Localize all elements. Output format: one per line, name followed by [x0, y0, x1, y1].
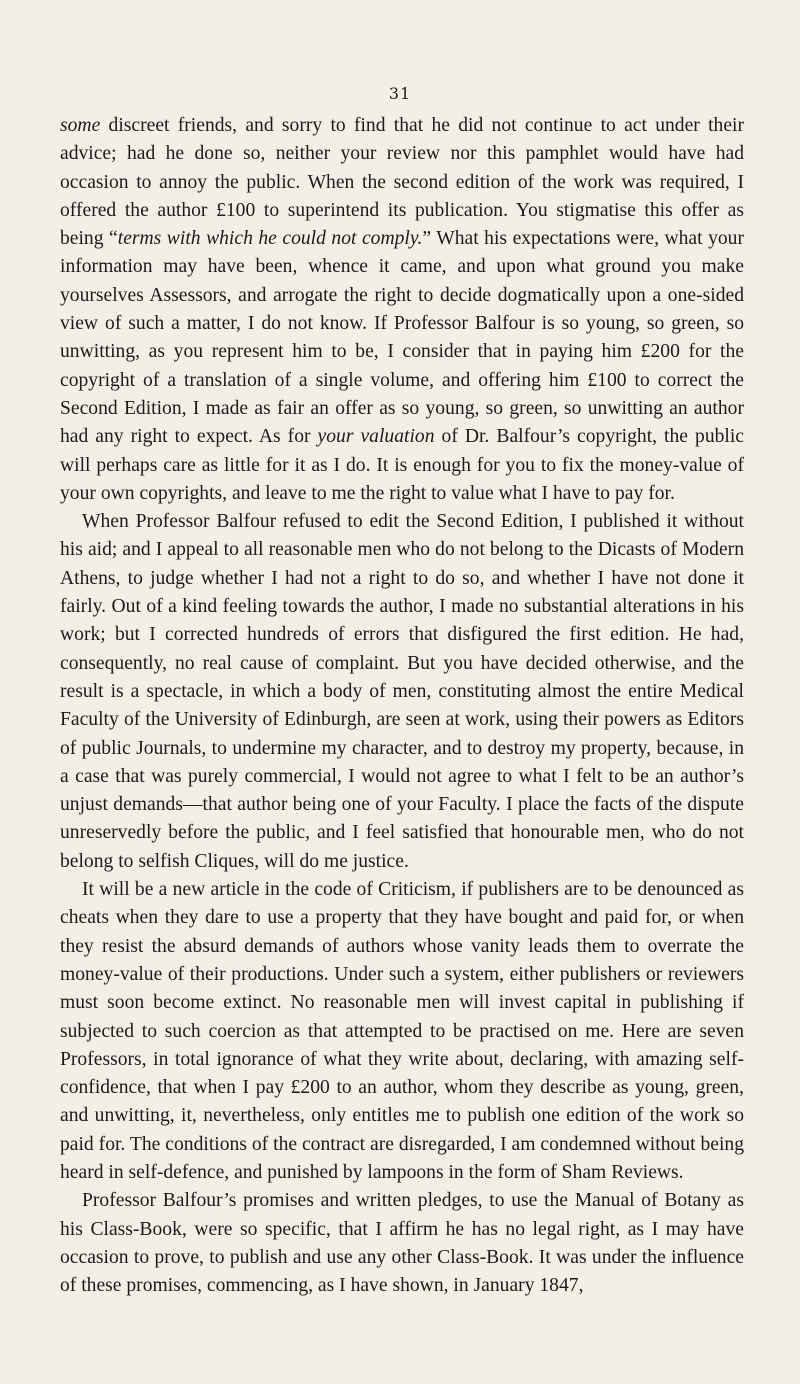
paragraph-1 [60, 112, 744, 508]
paragraph-4 [60, 1187, 744, 1300]
page-number: 31 [388, 84, 412, 103]
body-text [60, 112, 744, 1300]
paragraph-1-segment-2: discreet friends, and sorry to find that he did not continue to act under their advice; had he done so, neither your review nor this pamphlet would have had occasion to annoy the public. When the second edition of the work was required, I offered the author £100 to superintend its publication. You stigmatise this offer as being “ [60, 115, 744, 250]
paragraph-1-segment-1: some [60, 115, 101, 136]
paragraph-1-segment-5: your valuation [317, 426, 435, 448]
paragraph-1-segment-6: of Dr. Balfour’s copyright, the public will perhaps care as little for it as I do. It is enough for you to fix the money-value of your own copyrights, and leave to me the right to value what I have to pay for. [60, 426, 744, 504]
paragraph-3 [60, 876, 744, 1187]
paragraph-1-segment-4: ” What his expectations were, what your information may have been, whence it came, and upon what ground you make yourselves Assessors, and arrogate the right to decide dogmatically upon a one-sided view of such a matter, I do not know. If Professor Balfour is so young, so green, so unwitting, as you represent him to be, I consider that in paying him £200 for the copyright of a translation of a single volume, and offering him £100 to correct the Second Edition, I made as fair an offer as so young, so green, so unwitting an author had any right to expect. As for [60, 228, 744, 448]
paragraph-1-segment-3: terms with which he could not comply. [117, 228, 423, 250]
paragraph-3-segment-1: It will be a new article in the code of Criticism, if publishers are to be denounced as cheats when they dare to use a property that they have bought and paid for, or when they resist the absurd demands of authors whose vanity leads them to overrate the money-value of their productions. Under such a system, either publishers or reviewers must soon become extinct. No reasonable men will invest capital in publishing if subjected to such coercion as that attempted to be practised on me. Here are seven Professors, in total ignorance of what they write about, declaring, with amazing self-confidence, that when I pay £200 to an author, whom they describe as young, green, and unwitting, it, nevertheless, only entitles me to publish one edition of the work so paid for. The conditions of the contract are disregarded, I am condemned without being heard in self-defence, and punished by lampoons in the form of Sham Reviews. [60, 879, 744, 1183]
paragraph-2-segment-1: When Professor Balfour refused to edit the Second Edition, I published it without his aid; and I appeal to all reasonable men who do not belong to the Dicasts of Modern Athens, to judge whether I had not a right to do so, and whether I have not done it fairly. Out of a kind feeling towards the author, I made no substantial alterations in his work; but I corrected hundreds of errors that disfigured the first edition. He had, consequently, no real cause of complaint. But you have decided otherwise, and the result is a spectacle, in which a body of men, constituting almost the entire Medical Faculty of the University of Edinburgh, are seen at work, using their powers as Editors of public Journals, to undermine my character, and to destroy my property, because, in a case that was purely commercial, I would not agree to what I felt to be an author’s unjust demands—that author being one of your Faculty. I place the facts of the dispute unreservedly before the public, and I feel satisfied that honourable men, who do not belong to selfish Cliques, will do me justice. [60, 511, 744, 872]
paragraph-2 [60, 508, 744, 876]
paragraph-4-segment-1: Professor Balfour’s promises and written pledges, to use the Manual of Botany as his Class-Book, were so specific, that I affirm he has no legal right, as I may have occasion to prove, to publish and use any other Class-Book. It was under the influence of these promises, commencing, as I have shown, in January 1847, [60, 1190, 744, 1297]
